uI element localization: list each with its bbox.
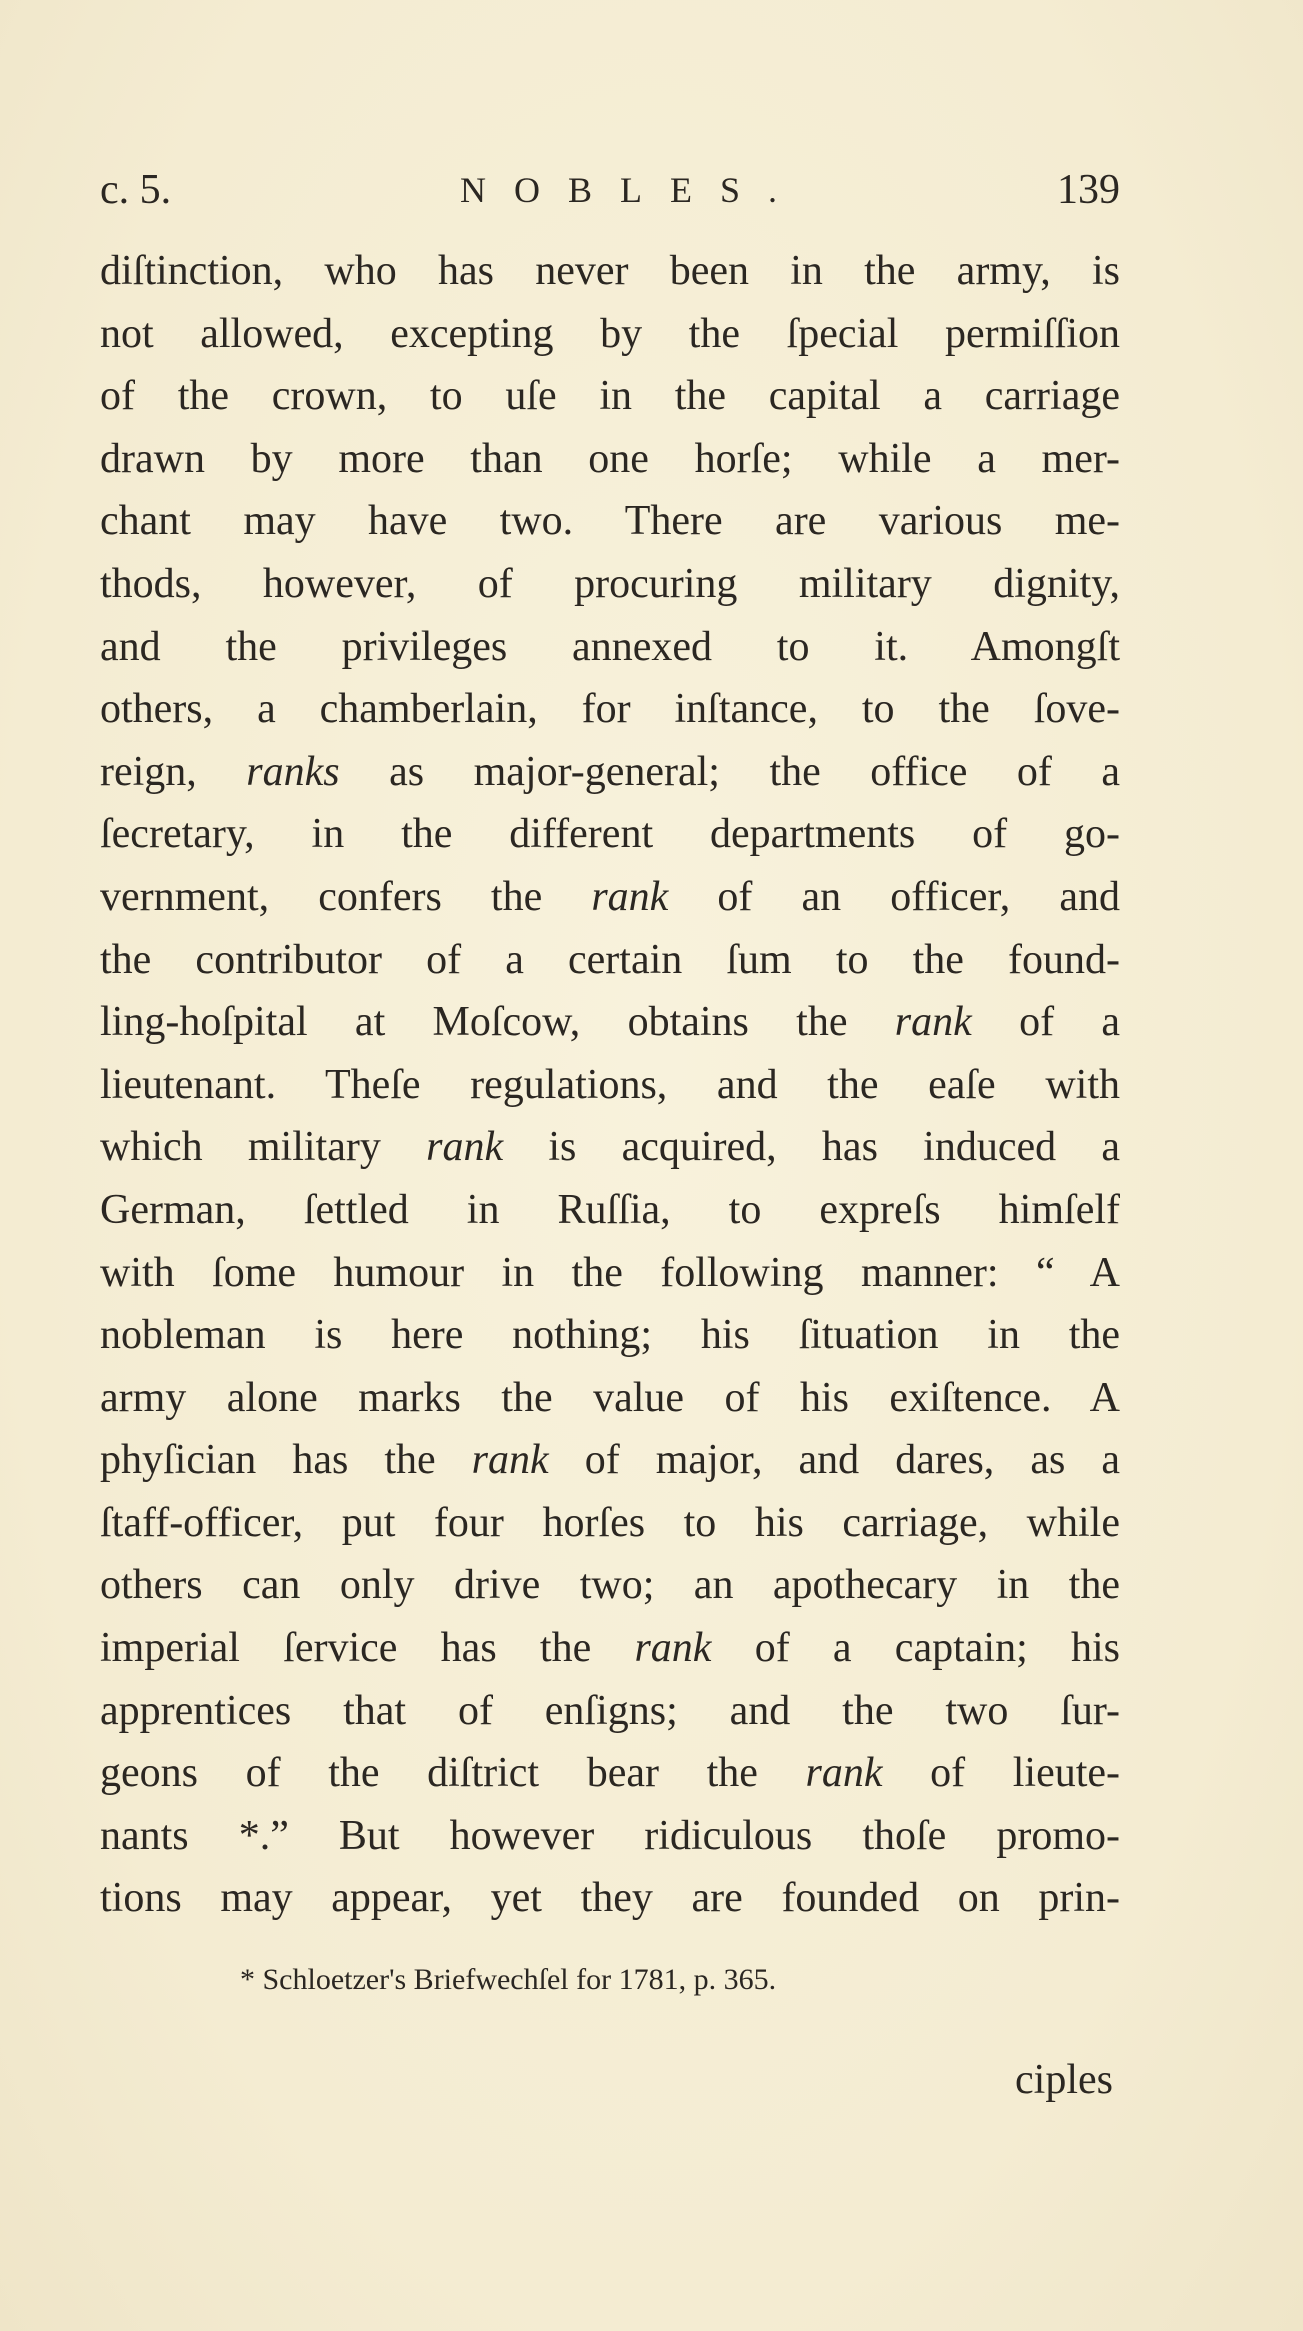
text-line: drawn by more than one horſe; while a mer-: [100, 435, 1120, 482]
text-line: tions may appear, yet they are founded on prin-: [100, 1875, 1120, 1922]
text-line: the contributor of a certain ſum to the found-: [100, 936, 1120, 983]
body-text: [100, 240, 1120, 1930]
running-title: NOBLES.: [460, 170, 806, 210]
text-line: nants *.” But however ridiculous thoſe promo-: [100, 1812, 1120, 1859]
text-line: chant may have two. There are various me-: [100, 498, 1120, 545]
text-line: imperial ſervice has the rank of a captain; his: [100, 1625, 1120, 1672]
text-line: with ſome humour in the following manner: “ A: [100, 1249, 1120, 1296]
text-line: reign, ranks as major-general; the office of a: [100, 748, 1121, 795]
text-line: phyſician has the rank of major, and dares, as a: [100, 1437, 1120, 1484]
text-line: army alone marks the value of his exiſtence. A: [100, 1374, 1120, 1421]
text-line: apprentices that of enſigns; and the two ſur-: [100, 1687, 1120, 1734]
text-line: ſecretary, in the different departments of go-: [100, 811, 1120, 858]
footnote: * Schloetzer's Briefwechſel for 1781, p. 365.: [240, 1963, 777, 1996]
text-line: ling-hoſpital at Moſcow, obtains the rank of a: [100, 999, 1120, 1046]
chapter-marker: c. 5.: [100, 167, 172, 213]
text-line: diſtinction, who has never been in the army, is: [100, 248, 1120, 294]
text-line: of the crown, to uſe in the capital a carriage: [100, 373, 1120, 420]
text-line: and the privileges annexed to it. Amongſt: [100, 623, 1120, 670]
text-line: nobleman is here nothing; his ſituation in the: [100, 1312, 1120, 1359]
text-line: vernment, confers the rank of an officer, and: [100, 873, 1120, 920]
text-line: thods, however, of procuring military dignity,: [100, 560, 1120, 607]
page-number: 139: [1057, 167, 1120, 213]
running-header: [100, 160, 1120, 220]
text-line: ſtaff-officer, put four horſes to his carriage, while: [100, 1499, 1120, 1546]
text-line: lieutenant. Theſe regulations, and the eaſe with: [100, 1061, 1120, 1108]
text-line: geons of the diſtrict bear the rank of lieute-: [100, 1750, 1121, 1797]
text-line: which military rank is acquired, has induced a: [100, 1124, 1120, 1171]
text-line: German, ſettled in Ruſſia, to expreſs himſelf: [100, 1186, 1120, 1233]
text-line: others, a chamberlain, for inſtance, to the ſove-: [100, 686, 1120, 733]
catchword: ciples: [1015, 2057, 1113, 2103]
text-line: others can only drive two; an apothecary in the: [100, 1562, 1120, 1609]
text-line: not allowed, excepting by the ſpecial permiſſion: [100, 310, 1120, 357]
